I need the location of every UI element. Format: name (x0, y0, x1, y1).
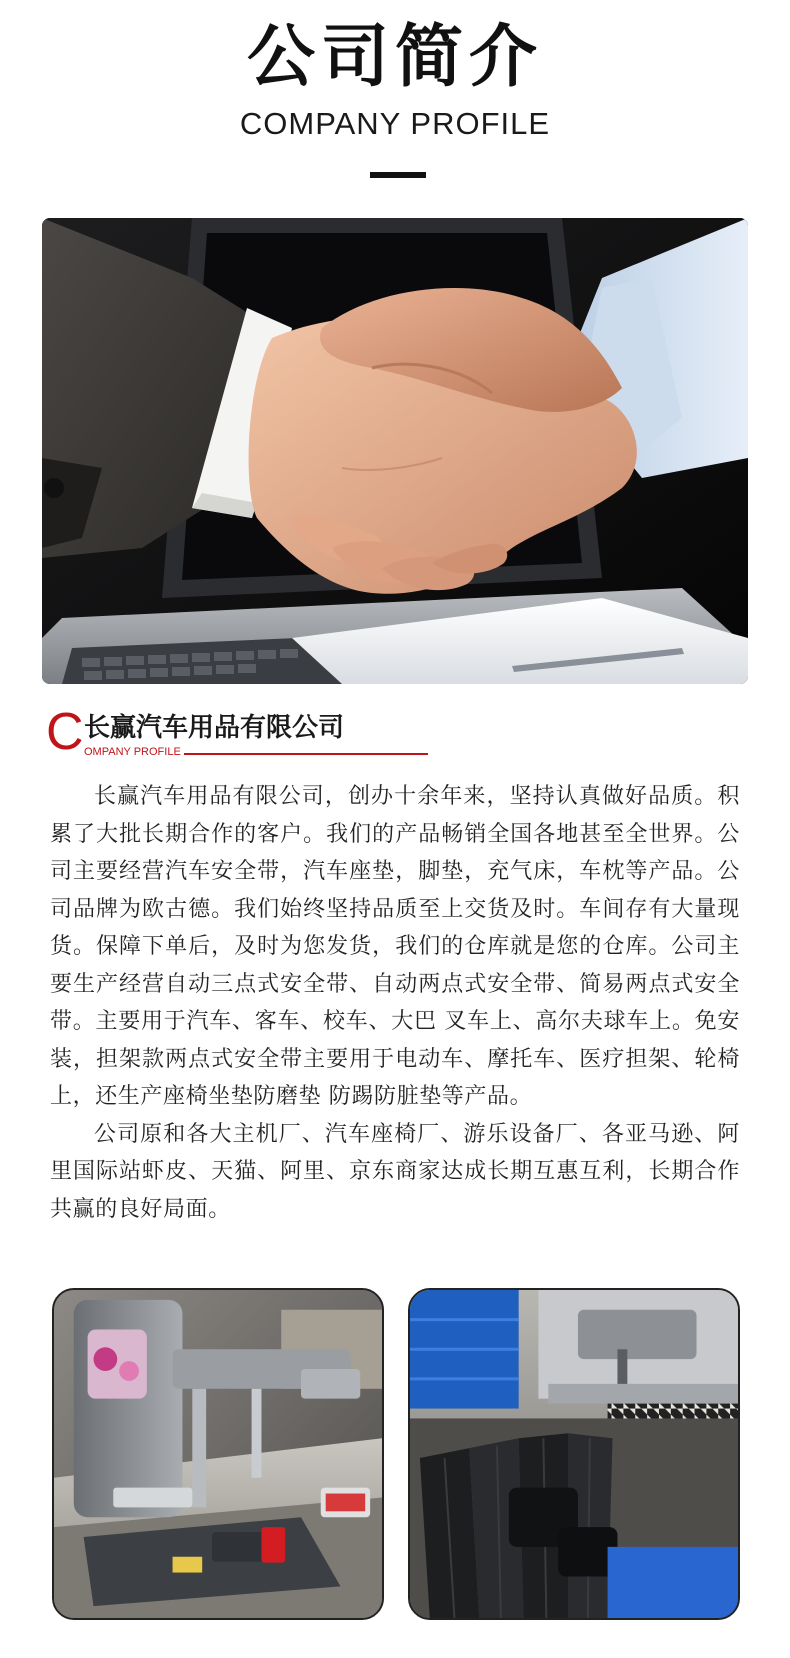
company-heading-rule (184, 753, 428, 755)
page-subtitle: COMPANY PROFILE (239, 106, 551, 141)
company-heading-letter: C (46, 703, 84, 761)
company-name: 长赢汽车用品有限公司 (84, 713, 345, 743)
seat-belt-workshop-illustration (410, 1290, 738, 1618)
intro-paragraph-2: 公司原和各大主机厂、汽车座椅厂、游乐设备厂、各亚马逊、阿里国际站虾皮、天猫、阿里、京东商家达成长期互惠互利，长期合作共赢的良好局面。 (50, 1121, 740, 1222)
title-divider (370, 172, 426, 178)
sewing-machine-photo (52, 1288, 384, 1620)
page-title: 公司简介 (246, 18, 543, 97)
handshake-photo (42, 218, 748, 684)
handshake-illustration (42, 218, 748, 684)
seat-belt-workshop-photo (408, 1288, 740, 1620)
company-heading-subtitle: OMPANY PROFILE (84, 746, 181, 758)
intro-paragraph-1: 长赢汽车用品有限公司，创办十余年来，坚持认真做好品质。积累了大批长期合作的客户。我们的产品畅销全国各地甚至全世界。公司主要经营汽车安全带，汽车座垫，脚垫，充气床，车枕等产品。公司品牌为欧古德。我们始终坚持品质至上交货及时。车间存有大量现货。保障下单后，及时为您发货，我们的仓库就是您的仓库。公司主要生产经营自动三点式安全带、自动两点式安全带、简易两点式安全带。主要用于汽车、客车、校车、大巴 叉车上、高尔夫球车上。免安装，担架款两点式安全带主要用于电动车、摩托车、医疗担架、轮椅上，还生产座椅坐垫防磨垫 防踢防脏垫等产品。 (50, 784, 740, 1109)
company-intro (50, 778, 740, 1228)
sewing-machine-illustration (54, 1290, 382, 1618)
company-heading (46, 703, 386, 762)
